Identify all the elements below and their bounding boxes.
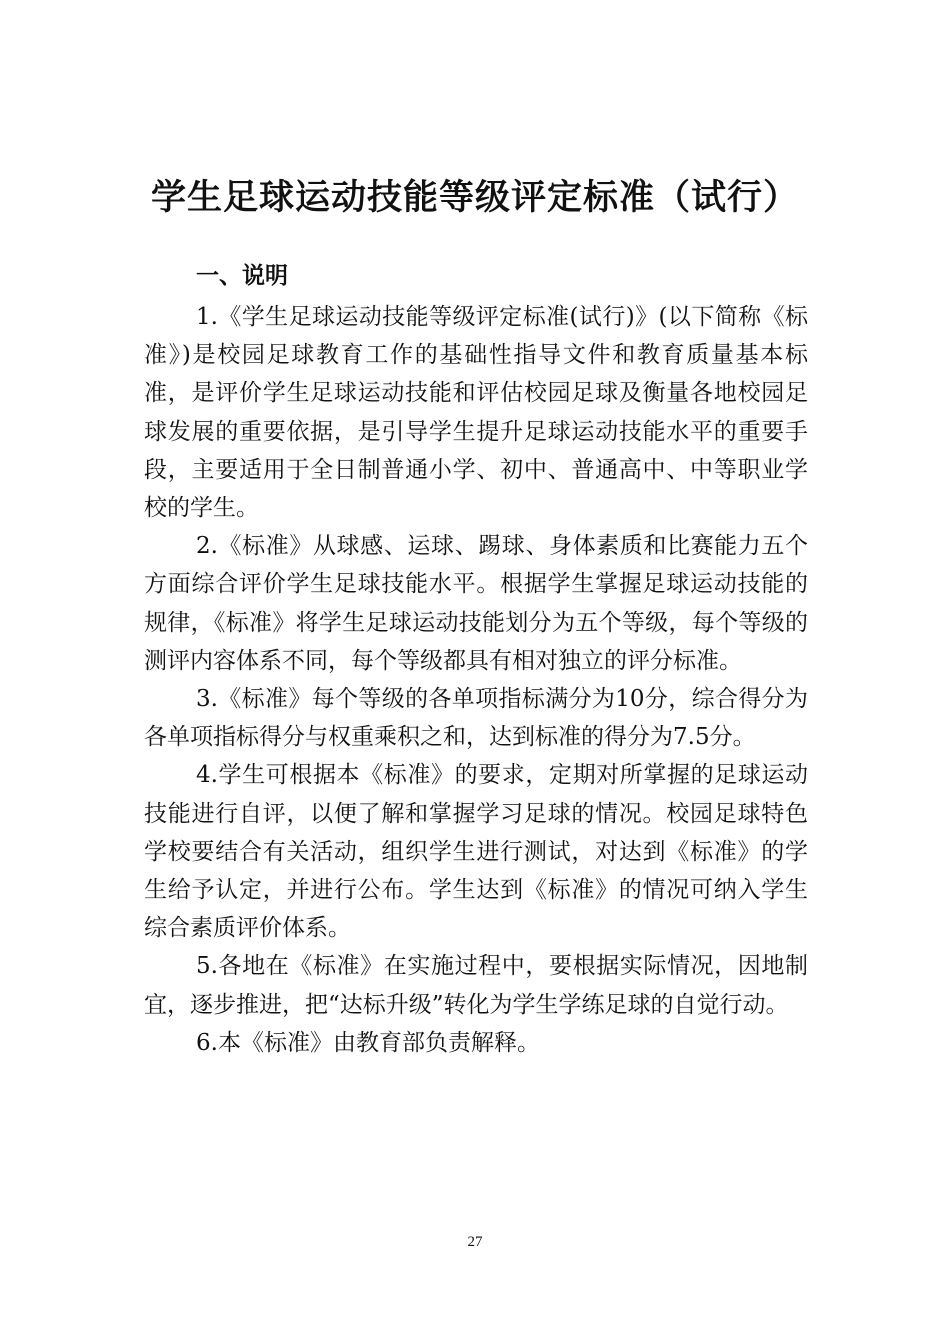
paragraph-1: 1.《学生足球运动技能等级评定标准(试行)》(以下简称《标准》)是校园足球教育工作的基础性指导文件和教育质量基本标准，是评价学生足球运动技能和评估校园足球及衡量各地校园足球发展的重要依据，是引导学生提升足球运动技能水平的重要手段，主要适用于全日制普通小学、初中、普通高中、中等职业学校的学生。: [144, 304, 808, 522]
document-title: 学生足球运动技能等级评定标准（试行）: [150, 178, 799, 218]
paragraph-6: 6.本《标准》由教育部负责解释。: [196, 1029, 540, 1056]
document-body: [144, 298, 808, 1062]
paragraph-2: 2.《标准》从球感、运球、踢球、身体素质和比赛能力五个方面综合评价学生足球技能水平。根据学生掌握足球运动技能的规律，《标准》将学生足球运动技能划分为五个等级，每个等级的测评内容体系不同，每个等级都具有相对独立的评分标准。: [144, 533, 808, 674]
paragraph-3: 3.《标准》每个等级的各单项指标满分为10分，综合得分为各单项指标得分与权重乘积之和，达到标准的得分为7.5分。: [144, 686, 808, 751]
page-number: 27: [467, 1234, 483, 1250]
section-heading: 一、说明: [196, 263, 288, 289]
paragraph-5: 5.各地在《标准》在实施过程中，要根据实际情况，因地制宜，逐步推进，把“达标升级”转化为学生学练足球的自觉行动。: [144, 953, 808, 1018]
paragraph-4: 4.学生可根据本《标准》的要求，定期对所掌握的足球运动技能进行自评，以便了解和掌握学习足球的情况。校园足球特色学校要结合有关活动，组织学生进行测试，对达到《标准》的学生给予认定，并进行公布。学生达到《标准》的情况可纳入学生综合素质评价体系。: [144, 762, 808, 942]
